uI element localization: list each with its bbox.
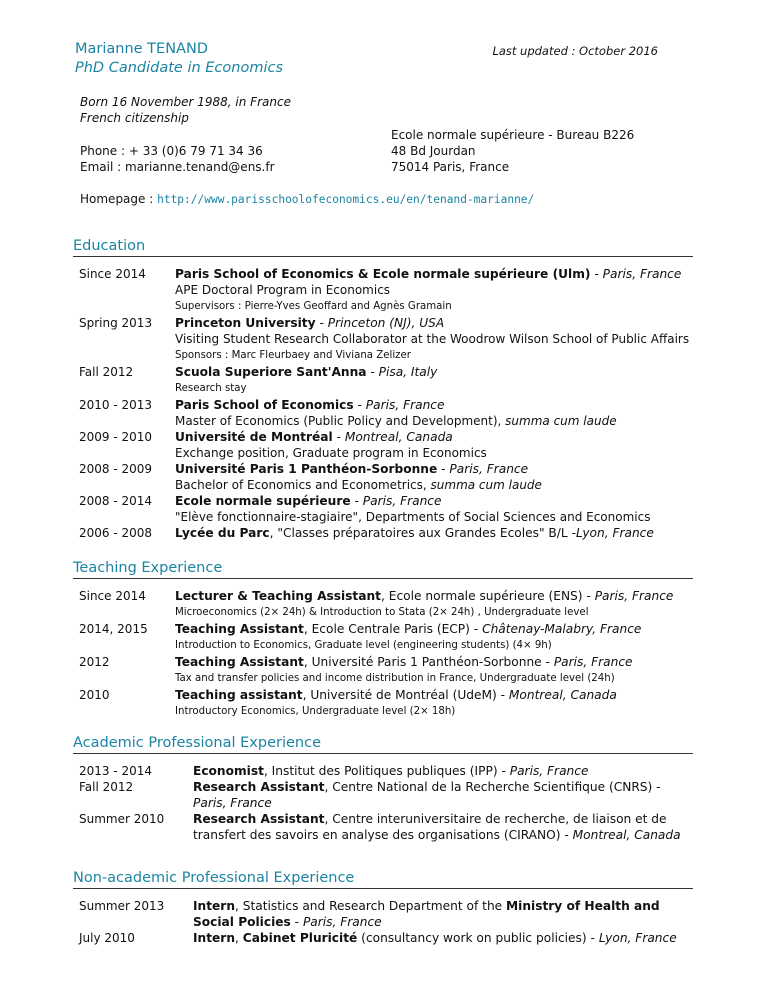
education-entry xyxy=(73,461,693,493)
homepage xyxy=(80,192,534,206)
institution-name: Princeton University xyxy=(175,316,316,330)
entry-title xyxy=(193,779,693,811)
entry-location: Paris, France xyxy=(594,589,674,603)
entry-body xyxy=(175,364,693,397)
separator: - xyxy=(350,494,363,508)
entry-detail: - xyxy=(290,915,303,929)
entry-detail: , Centre National de la Recherche Scientifique (CNRS) - xyxy=(324,780,661,794)
entry-location: Montreal, Canada xyxy=(508,688,617,702)
address-line: 48 Bd Jourdan xyxy=(391,144,476,158)
entry-location: Paris, France xyxy=(362,494,442,508)
entry-note: Research stay xyxy=(175,383,247,394)
entry-detail: , Institut des Politiques publiques (IPP) - xyxy=(263,764,510,778)
institution-name: Paris School of Economics xyxy=(175,398,354,412)
entry-description: Bachelor of Economics and Econometrics, summa cum laude xyxy=(175,478,542,492)
role-title: Teaching assistant xyxy=(175,688,303,702)
entry-body xyxy=(175,654,693,687)
role-title: Economist xyxy=(193,764,264,778)
entry-note: Introduction to Economics, Graduate level (engineering students) (4× 9h) xyxy=(175,640,552,651)
education-entry xyxy=(73,493,693,525)
role-title: Intern xyxy=(193,931,235,945)
nonacademic-section xyxy=(73,870,693,946)
entry-date: Summer 2013 xyxy=(79,899,165,913)
entry-date: 2010 xyxy=(79,688,110,702)
birth-info: Born 16 November 1988, in France xyxy=(80,95,291,109)
entry-date: 2013 - 2014 xyxy=(79,764,153,778)
entry-location: Paris, France xyxy=(365,398,445,412)
entry-location: Montreal, Canada xyxy=(344,430,453,444)
entry-date: Fall 2012 xyxy=(79,780,134,794)
separator: - xyxy=(353,398,366,412)
entry-location: Paris, France xyxy=(302,915,382,929)
entry-title xyxy=(175,687,693,703)
entry-title xyxy=(193,898,693,930)
entry-body xyxy=(175,621,693,654)
entry-location: Montreal, Canada xyxy=(572,828,681,842)
separator: - xyxy=(437,462,450,476)
nonacademic-entry xyxy=(73,930,693,946)
entry-location: Paris, France xyxy=(509,764,589,778)
entry-location: Châtenay-Malabry, France xyxy=(482,622,642,636)
entry-date: 2008 - 2009 xyxy=(79,462,153,476)
entry-date: 2012 xyxy=(79,655,110,669)
cv-name: Marianne TENAND xyxy=(75,41,208,57)
entry-detail: , Ecole Centrale Paris (ECP) - xyxy=(303,622,483,636)
section-heading: Academic Professional Experience xyxy=(73,735,693,754)
honors: summa cum laude xyxy=(430,478,542,492)
entry-body xyxy=(175,525,693,541)
entry-detail: (consultancy work on public policies) - xyxy=(357,931,599,945)
entry-detail: , Université Paris 1 Panthéon-Sorbonne - xyxy=(303,655,554,669)
entry-body xyxy=(175,588,693,621)
institution-name: Lycée du Parc xyxy=(175,526,270,540)
entry-date: 2008 - 2014 xyxy=(79,494,153,508)
entry-location: Paris, France xyxy=(193,796,272,810)
institution-name: Université Paris 1 Panthéon-Sorbonne xyxy=(175,462,438,476)
section-heading: Education xyxy=(73,238,693,257)
role-title: Research Assistant xyxy=(193,812,325,826)
section-heading: Teaching Experience xyxy=(73,560,693,579)
entry-location: Pisa, Italy xyxy=(378,365,438,379)
separator: - xyxy=(366,365,379,379)
institution-name: Université de Montréal xyxy=(175,430,333,444)
teaching-entry xyxy=(73,588,693,621)
entry-body xyxy=(175,493,693,525)
entry-location: Paris, France xyxy=(449,462,529,476)
separator: - xyxy=(332,430,345,444)
entry-date: Since 2014 xyxy=(79,589,146,603)
education-list xyxy=(73,266,693,541)
entry-body xyxy=(175,315,693,364)
education-entry xyxy=(73,525,693,541)
entry-title xyxy=(175,588,693,604)
teaching-entry xyxy=(73,687,693,720)
teaching-entry xyxy=(73,654,693,687)
entry-note: Sponsors : Marc Fleurbaey and Viviana Zelizer xyxy=(175,350,411,361)
entry-detail: , Ecole normale supérieure (ENS) - xyxy=(381,589,595,603)
entry-location: Princeton (NJ), USA xyxy=(327,316,445,330)
separator: - xyxy=(315,316,328,330)
role-title: Teaching Assistant xyxy=(175,655,304,669)
address-line: 75014 Paris, France xyxy=(391,160,510,174)
education-section xyxy=(73,238,693,541)
role-title: Research Assistant xyxy=(193,780,325,794)
entry-date: Summer 2010 xyxy=(79,812,165,826)
citizenship: French citizenship xyxy=(80,111,189,125)
entry-location: Lyon, France xyxy=(575,526,654,540)
honors: summa cum laude xyxy=(505,414,617,428)
entry-body xyxy=(193,898,693,930)
education-entry xyxy=(73,429,693,461)
role-title: Teaching Assistant xyxy=(175,622,304,636)
entry-date: Since 2014 xyxy=(79,267,146,281)
entry-date: 2009 - 2010 xyxy=(79,430,153,444)
entry-body xyxy=(175,266,693,315)
entry-title xyxy=(175,525,693,541)
entry-description: Visiting Student Research Collaborator at the Woodrow Wilson School of Public Affairs xyxy=(175,332,690,346)
entry-note: Introductory Economics, Undergraduate level (2× 18h) xyxy=(175,706,456,717)
entry-date: Fall 2012 xyxy=(79,365,134,379)
entry-title xyxy=(175,429,693,445)
role-title: Intern xyxy=(193,899,235,913)
entry-title xyxy=(193,763,693,779)
entry-title xyxy=(175,654,693,670)
education-entry xyxy=(73,266,693,315)
entry-body xyxy=(193,779,693,811)
entry-note: Microeconomics (2× 24h) & Introduction to Stata (2× 24h) , Undergraduate level xyxy=(175,607,589,618)
nonacademic-entry xyxy=(73,898,693,930)
entry-location: Paris, France xyxy=(602,267,682,281)
education-entry xyxy=(73,397,693,429)
teaching-entry xyxy=(73,621,693,654)
entry-description: Master of Economics (Public Policy and Development), summa cum laude xyxy=(175,414,617,428)
entry-location: Lyon, France xyxy=(598,931,677,945)
entry-date: 2014, 2015 xyxy=(79,622,148,636)
employer-name: Cabinet Pluricité xyxy=(242,931,358,945)
entry-title xyxy=(175,397,693,413)
role-title: Lecturer & Teaching Assistant xyxy=(175,589,381,603)
entry-body xyxy=(175,429,693,461)
institution-name: Ecole normale supérieure xyxy=(175,494,351,508)
contact-info xyxy=(80,143,275,175)
academic-entry xyxy=(73,811,693,843)
section-heading: Non-academic Professional Experience xyxy=(73,870,693,889)
entry-title xyxy=(175,461,693,477)
homepage-link[interactable]: http://www.parisschoolofeconomics.eu/en/tenand-marianne/ xyxy=(157,193,535,206)
entry-detail: , Statistics and Research Department of the xyxy=(235,899,507,913)
cv-position: PhD Candidate in Economics xyxy=(75,60,284,76)
nonacademic-list xyxy=(73,898,693,946)
academic-entry xyxy=(73,779,693,811)
personal-info xyxy=(80,94,291,126)
entry-description: Exchange position, Graduate program in Economics xyxy=(175,446,487,460)
entry-body xyxy=(193,930,693,946)
entry-title xyxy=(175,315,693,331)
address-line: Ecole normale supérieure - Bureau B226 xyxy=(391,128,635,142)
entry-body xyxy=(175,687,693,720)
entry-detail: , xyxy=(235,931,243,945)
entry-note: Supervisors : Pierre-Yves Geoffard and Agnès Gramain xyxy=(175,301,452,312)
teaching-list xyxy=(73,588,693,720)
entry-detail: , "Classes préparatoires aux Grandes Ecoles" B/L - xyxy=(269,526,576,540)
entry-title xyxy=(193,930,693,946)
academic-section xyxy=(73,735,693,843)
entry-detail: , Université de Montréal (UdeM) - xyxy=(302,688,509,702)
homepage-label: Homepage : xyxy=(80,192,158,206)
employer-name: Ministry of Health and Social Policies xyxy=(193,899,660,929)
entry-body xyxy=(175,461,693,493)
entry-body xyxy=(193,763,693,779)
institution-name: Paris School of Economics & Ecole normale supérieure (Ulm) xyxy=(175,267,591,281)
entry-title xyxy=(175,493,693,509)
email: Email : marianne.tenand@ens.fr xyxy=(80,160,275,174)
entry-date: 2006 - 2008 xyxy=(79,526,153,540)
entry-description: APE Doctoral Program in Economics xyxy=(175,283,391,297)
institution-name: Scuola Superiore Sant'Anna xyxy=(175,365,367,379)
entry-date: 2010 - 2013 xyxy=(79,398,153,412)
academic-entry xyxy=(73,763,693,779)
entry-body xyxy=(193,811,693,843)
entry-description: "Elève fonctionnaire-stagiaire", Departments of Social Sciences and Economics xyxy=(175,510,651,524)
entry-title xyxy=(175,621,693,637)
entry-title xyxy=(175,266,693,282)
entry-location: Paris, France xyxy=(553,655,633,669)
education-entry xyxy=(73,364,693,397)
entry-title xyxy=(175,364,693,380)
separator: - xyxy=(590,267,603,281)
academic-list xyxy=(73,763,693,843)
teaching-section xyxy=(73,560,693,720)
entry-date: July 2010 xyxy=(79,931,135,945)
last-updated: Last updated : October 2016 xyxy=(492,44,658,58)
entry-title xyxy=(193,811,693,843)
cv-name-block xyxy=(75,40,283,78)
entry-body xyxy=(175,397,693,429)
entry-date: Spring 2013 xyxy=(79,316,153,330)
postal-address xyxy=(391,127,634,175)
phone: Phone : + 33 (0)6 79 71 34 36 xyxy=(80,144,263,158)
education-entry xyxy=(73,315,693,364)
entry-note: Tax and transfer policies and income distribution in France, Undergraduate level (24h) xyxy=(175,673,615,684)
entry-detail: , Centre interuniversitaire de recherche, de liaison et de transfert des savoirs en analyse des organisations (CIRANO) - xyxy=(193,812,667,842)
